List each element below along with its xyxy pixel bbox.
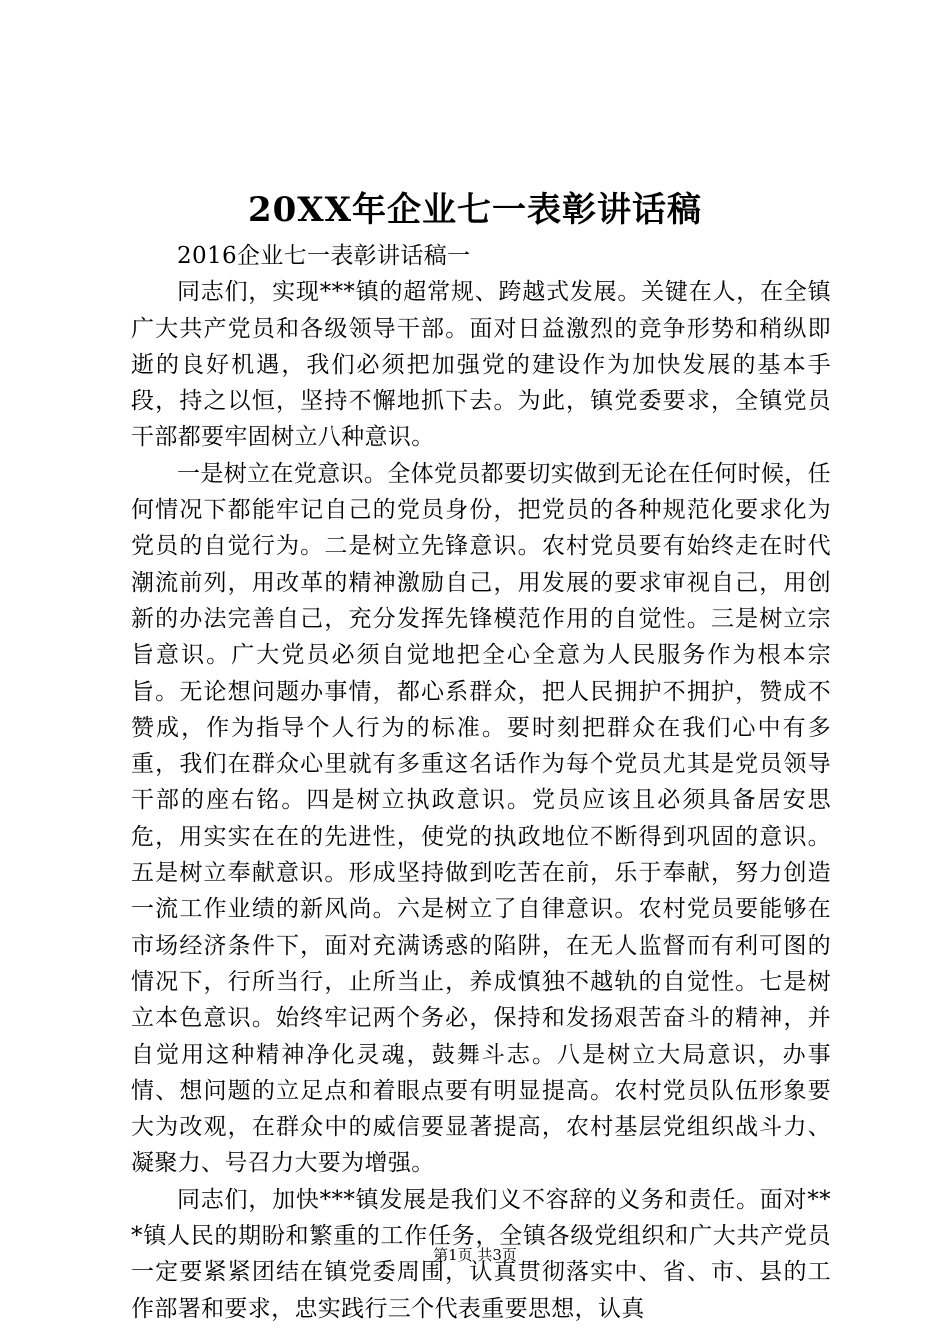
paragraph: 一是树立在党意识。全体党员都要切实做到无论在任何时候，任何情况下都能牢记自己的党员身份，把党员的各种规范化要求化为党员的自觉行为。二是树立先锋意识。农村党员要有始终走在时代潮流前列，用改革的精神激励自己，用发展的要求审视自己，用创新的办法完善自己，充分发挥先锋模范作用的自觉性。三是树立宗旨意识。广大党员必须自觉地把全心全意为人民服务作为根本宗旨。无论想问题办事情，都心系群众，把人民拥护不拥护，赞成不赞成，作为指导个人行为的标准。要时刻把群众在我们心中有多重，我们在群众心里就有多重这名话作为每个党员尤其是党员领导干部的座右铭。四是树立执政意识。党员应该且必须具备居安思危，用实实在在的先进性，使党的执政地位不断得到巩固的意识。五是树立奉献意识。形成坚持做到吃苦在前，乐于奉献，努力创造一流工作业绩的新风尚。六是树立了自律意识。农村党员要能够在市场经济条件下，面对充满诱惑的陷阱，在无人监督而有利可图的情况下，行所当行，止所当止，养成慎独不越轨的自觉性。七是树立本色意识。始终牢记两个务必，保持和发扬艰苦奋斗的精神，并自觉用这种精神净化灵魂，鼓舞斗志。八是树立大局意识，办事情、想问题的立足点和着眼点要有明显提高。农村党员队伍形象要大为改观，在群众中的威信要显著提高，农村基层党组织战斗力、凝聚力、号召力大要为增强。: [131, 460, 831, 1177]
subtitle-line: 2016企业七一表彰讲话稿一: [177, 243, 471, 269]
document-body: [131, 238, 831, 1327]
page-footer: 第1页 共3页: [433, 1246, 517, 1264]
paragraph: 同志们，实现***镇的超常规、跨越式发展。关键在人，在全镇广大共产党员和各级领导干部。面对日益激烈的竞争形势和稍纵即逝的良好机遇，我们必须把加强党的建设作为加快发展的基本手段，持之以恒，坚持不懈地抓下去。为此，镇党委要求，全镇党员干部都要牢固树立八种意识。: [131, 279, 831, 451]
document-title: 20XX年企业七一表彰讲话稿: [247, 190, 703, 230]
paragraph: 同志们，加快***镇发展是我们义不容辞的义务和责任。面对***镇人民的期盼和繁重的工作任务，全镇各级党组织和广大共产党员一定要紧紧团结在镇党委周围，认真贯彻落实中、省、市、县的工作部署和要求，忠实践行三个代表重要思想，认真: [131, 1186, 831, 1322]
